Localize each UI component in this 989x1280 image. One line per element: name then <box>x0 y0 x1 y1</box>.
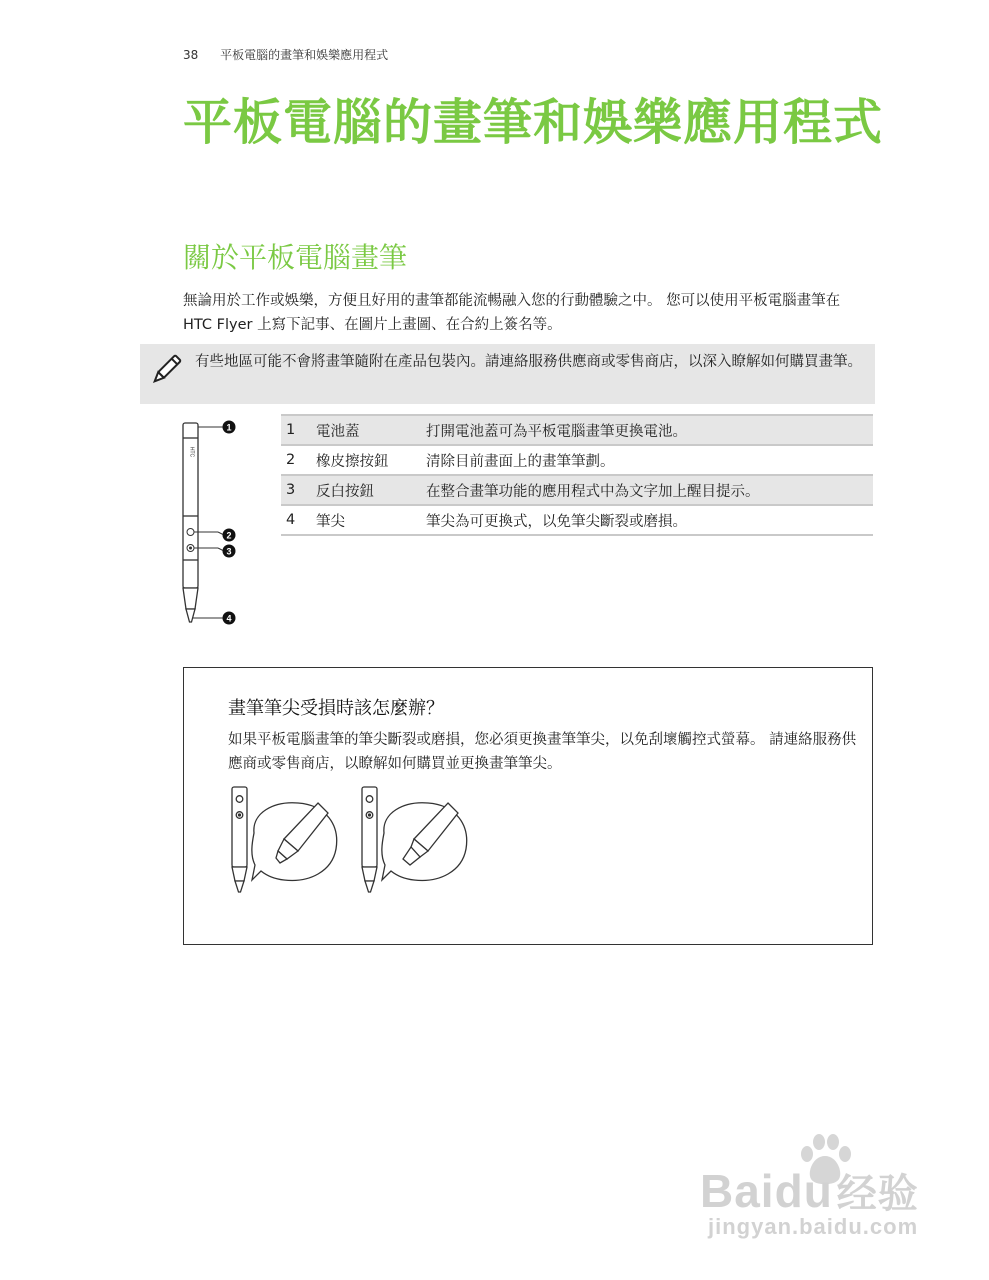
watermark-brand-du: du <box>774 1165 833 1217</box>
watermark-brand-latin: Bai <box>700 1165 775 1217</box>
watermark-url: jingyan.baidu.com <box>708 1214 919 1239</box>
table-row <box>281 505 873 535</box>
callout-number: 2 <box>226 530 232 541</box>
callout-number: 1 <box>226 422 232 433</box>
part-number: 2 <box>281 445 316 475</box>
pen-diagram <box>168 412 240 630</box>
part-number: 4 <box>281 505 316 535</box>
part-name: 橡皮擦按鈕 <box>316 445 426 475</box>
watermark-brand-cn: 经验 <box>836 1172 919 1216</box>
callout-badge-3 <box>223 545 236 558</box>
callout-number: 4 <box>226 613 232 624</box>
tip-title: 畫筆筆尖受損時該怎麼辦？ <box>228 698 444 719</box>
part-description: 清除目前畫面上的畫筆筆劃。 <box>426 445 873 475</box>
table-row <box>281 475 873 505</box>
part-name: 電池蓋 <box>316 415 426 445</box>
part-description: 打開電池蓋可為平板電腦畫筆更換電池。 <box>426 415 873 445</box>
table-row <box>281 445 873 475</box>
pen-tip-illustration-intact <box>228 783 348 895</box>
watermark-brand <box>700 1162 919 1219</box>
pen-tip-illustration-worn <box>358 783 478 895</box>
part-number: 1 <box>281 415 316 445</box>
baidu-jingyan-watermark <box>700 1132 940 1242</box>
callout-badge-4 <box>223 612 236 625</box>
running-title: 平板電腦的畫筆和娛樂應用程式 <box>220 48 389 62</box>
callout-badge-1 <box>223 421 236 434</box>
pen-parts-table <box>281 414 873 536</box>
section-title: 關於平板電腦畫筆 <box>183 241 408 274</box>
intro-paragraph: 無論用於工作或娛樂，方便且好用的畫筆都能流暢融入您的行動體驗之中。 您可以使用平板電腦畫筆在 HTC Flyer 上寫下記事、在圖片上畫圖、在合約上簽名等。 <box>183 293 841 333</box>
tip-text: 如果平板電腦畫筆的筆尖斷裂或磨損，您必須更換畫筆筆尖，以免刮壞觸控式螢幕。 請連絡服務供應商或零售商店，以瞭解如何購買並更換畫筆筆尖。 <box>228 732 857 772</box>
table-row <box>281 415 873 445</box>
note-box <box>140 344 875 404</box>
part-number: 3 <box>281 475 316 505</box>
part-description: 筆尖為可更換式，以免筆尖斷裂或磨損。 <box>426 505 873 535</box>
callout-badge-2 <box>223 529 236 542</box>
part-name: 反白按鈕 <box>316 475 426 505</box>
tip-box <box>183 667 873 945</box>
running-header <box>183 46 388 63</box>
callout-number: 3 <box>226 546 232 557</box>
pen-brand-text: HTC <box>188 446 195 458</box>
chapter-title: 平板電腦的畫筆和娛樂應用程式 <box>183 94 884 151</box>
page-number: 38 <box>183 48 199 62</box>
pencil-icon <box>148 352 184 388</box>
part-name: 筆尖 <box>316 505 426 535</box>
note-text: 有些地區可能不會將畫筆隨附在產品包裝內。請連絡服務供應商或零售商店，以深入瞭解如何購買畫筆。 <box>195 354 862 370</box>
part-description: 在整合畫筆功能的應用程式中為文字加上醒目提示。 <box>426 475 873 505</box>
